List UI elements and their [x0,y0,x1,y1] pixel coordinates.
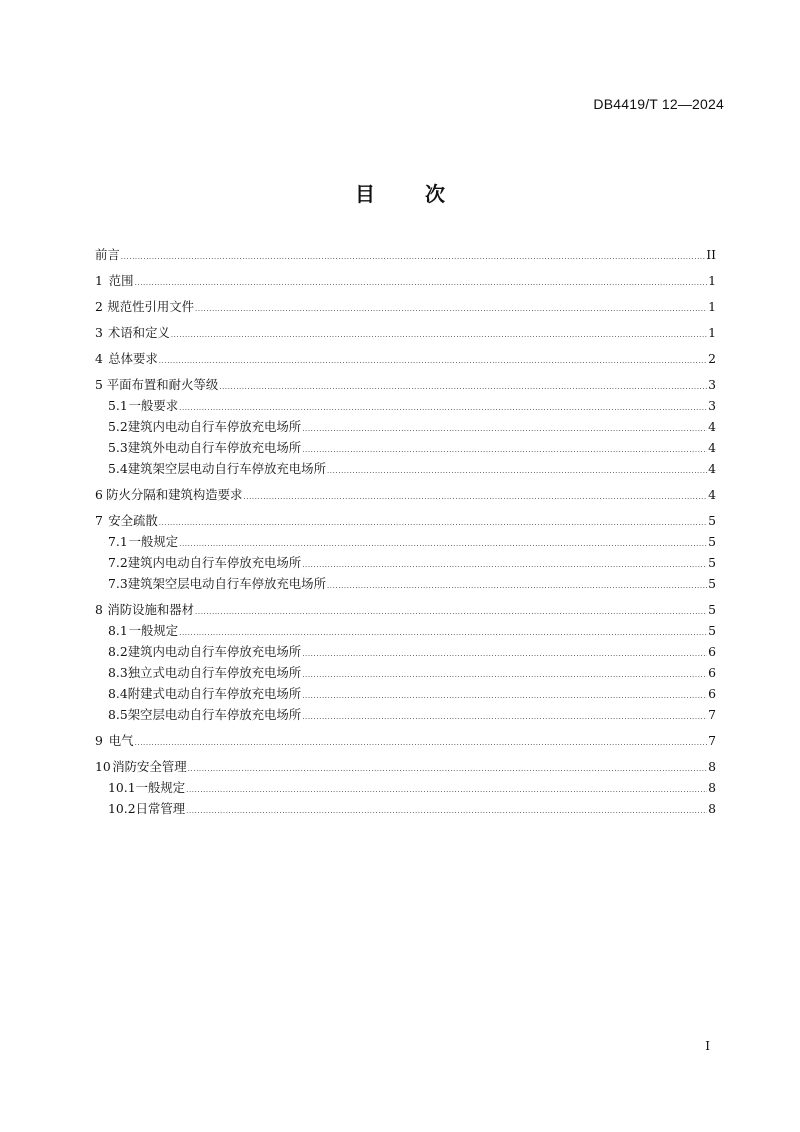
toc-dot-leader [219,377,707,398]
toc-dot-leader [302,644,707,665]
toc-entry-label: 一般要求 [128,398,179,413]
toc-entry-label: 建筑内电动自行车停放充电场所 [127,555,302,570]
toc-entry-label: 架空层电动自行车停放充电场所 [127,707,302,722]
toc-entry-page: 8 [708,759,716,774]
toc-entry-label: 建筑架空层电动自行车停放充电场所 [127,576,326,591]
toc-entry[interactable] [95,458,716,479]
toc-entry-number: 3 [95,325,103,340]
toc-entry-number: 5.2 [108,419,128,434]
toc-entry-number: 10.2 [108,801,136,816]
document-code: DB4419/T 12—2024 [593,96,724,112]
toc-entry-page: 5 [708,555,716,570]
toc-entry-label: 附建式电动自行车停放充电场所 [127,686,302,701]
toc-entry-label: 前言 [95,247,120,262]
toc-dot-leader [302,555,707,576]
toc-entry[interactable] [95,662,716,683]
toc-entry-label: 安全疏散 [108,513,158,528]
toc-entry-page: 5 [708,602,716,617]
toc-dot-leader [171,325,707,346]
toc-dot-leader [302,707,707,728]
toc-entry-number: 8.3 [108,665,128,680]
toc-entry-number: 8 [95,602,103,617]
toc-entry[interactable] [95,704,716,725]
toc-entry-label: 术语和定义 [107,325,170,340]
page-number: I [705,1039,710,1053]
toc-entry[interactable] [95,296,716,317]
toc-entry-label: 消防安全管理 [112,759,187,774]
toc-entry-page: 7 [708,733,716,748]
toc-entry-label: 范围 [108,273,134,288]
toc-entry-label: 防火分隔和建筑构造要求 [106,487,243,502]
toc-entry[interactable] [95,683,716,704]
toc-dot-leader [159,351,707,372]
toc-entry[interactable] [95,416,716,437]
page-title [0,178,800,207]
toc-entry-page: 5 [708,576,716,591]
toc-dot-leader [327,576,707,597]
toc-entry-label: 独立式电动自行车停放充电场所 [127,665,302,680]
toc-entry-number: 2 [95,299,103,314]
toc-dot-leader [186,801,707,822]
toc-entry[interactable] [95,244,716,265]
toc-dot-leader [302,686,707,707]
toc-dot-leader [327,461,707,482]
toc-entry[interactable] [95,730,716,751]
toc-entry[interactable] [95,552,716,573]
toc-entry-number: 7.3 [108,576,128,591]
toc-entry-page: 7 [708,707,716,722]
toc-entry-page: 3 [708,377,716,392]
toc-entry-page: 5 [708,623,716,638]
toc-dot-leader [188,759,708,780]
toc-entry[interactable] [95,348,716,369]
toc-entry-page: 5 [708,534,716,549]
toc-entry[interactable] [95,510,716,531]
toc-entry-label: 消防设施和器材 [107,602,195,617]
toc-entry[interactable] [95,573,716,594]
toc-entry-number: 1 [95,273,103,288]
toc-entry-number: 5.4 [108,461,128,476]
toc-entry[interactable] [95,270,716,291]
toc-dot-leader [302,665,707,686]
toc-entry-number: 10 [95,759,111,774]
toc-entry-page: 4 [708,461,716,476]
toc-entry-label: 电气 [108,733,134,748]
toc-entry-label: 平面布置和耐火等级 [106,377,219,392]
toc-entry-page: 3 [708,398,716,413]
toc-entry-label: 建筑外电动自行车停放充电场所 [127,440,302,455]
toc-entry-label: 总体要求 [108,351,158,366]
toc-entry-page: 2 [708,351,716,366]
toc-entry[interactable] [95,395,716,416]
toc-dot-leader [159,513,707,534]
toc-entry-number: 7 [95,513,103,528]
toc-entry-number: 5 [95,377,103,392]
toc-entry-label: 建筑内电动自行车停放充电场所 [127,644,302,659]
toc-entry-page: 6 [708,665,716,680]
toc-entry-number: 5.3 [108,440,128,455]
toc-entry-number: 6 [95,487,103,502]
toc-entry-page: 6 [708,644,716,659]
toc-entry[interactable] [95,322,716,343]
toc-entry-label: 一般规定 [128,623,179,638]
toc-entry-page: 8 [708,801,716,816]
toc-entry[interactable] [95,599,716,620]
toc-entry-page: 1 [708,273,716,288]
page-title-char-1: 目 [355,182,375,206]
toc-entry-label: 日常管理 [135,801,186,816]
toc-entry-number: 8.1 [108,623,128,638]
toc-entry[interactable] [95,620,716,641]
table-of-contents [95,244,716,819]
toc-entry-page: 8 [708,780,716,795]
toc-dot-leader [243,487,707,508]
toc-entry-label: 规范性引用文件 [107,299,195,314]
toc-entry[interactable] [95,374,716,395]
toc-entry[interactable] [95,484,716,505]
toc-entry-page: 4 [708,419,716,434]
toc-entry-label: 一般规定 [128,534,179,549]
toc-entry[interactable] [95,777,716,798]
toc-entry-number: 5.1 [108,398,128,413]
toc-entry-label: 建筑内电动自行车停放充电场所 [127,419,302,434]
toc-entry[interactable] [95,798,716,819]
toc-dot-leader [135,273,708,294]
toc-entry-label: 建筑架空层电动自行车停放充电场所 [127,461,326,476]
toc-dot-leader [302,419,707,440]
toc-entry-number: 4 [95,351,103,366]
toc-entry-number: 7.2 [108,555,128,570]
toc-entry-page: II [706,247,716,262]
toc-entry-page: 1 [708,325,716,340]
toc-entry-number: 8.4 [108,686,128,701]
toc-dot-leader [186,780,707,801]
toc-dot-leader [302,440,707,461]
toc-entry-label: 一般规定 [135,780,186,795]
toc-entry-number: 10.1 [108,780,136,795]
toc-entry-page: 5 [708,513,716,528]
toc-dot-leader [121,247,705,268]
toc-entry-number: 9 [95,733,103,748]
toc-entry-page: 4 [708,487,716,502]
toc-entry[interactable] [95,531,716,552]
toc-dot-leader [135,733,708,754]
toc-entry-number: 7.1 [108,534,128,549]
toc-entry[interactable] [95,641,716,662]
toc-entry-page: 1 [708,299,716,314]
toc-entry[interactable] [95,437,716,458]
toc-entry-page: 6 [708,686,716,701]
toc-dot-leader [195,299,707,320]
toc-entry-number: 8.5 [108,707,128,722]
toc-entry-number: 8.2 [108,644,128,659]
page-title-char-2: 次 [425,182,445,206]
toc-entry[interactable] [95,756,716,777]
toc-entry-page: 4 [708,440,716,455]
toc-dot-leader [195,602,707,623]
